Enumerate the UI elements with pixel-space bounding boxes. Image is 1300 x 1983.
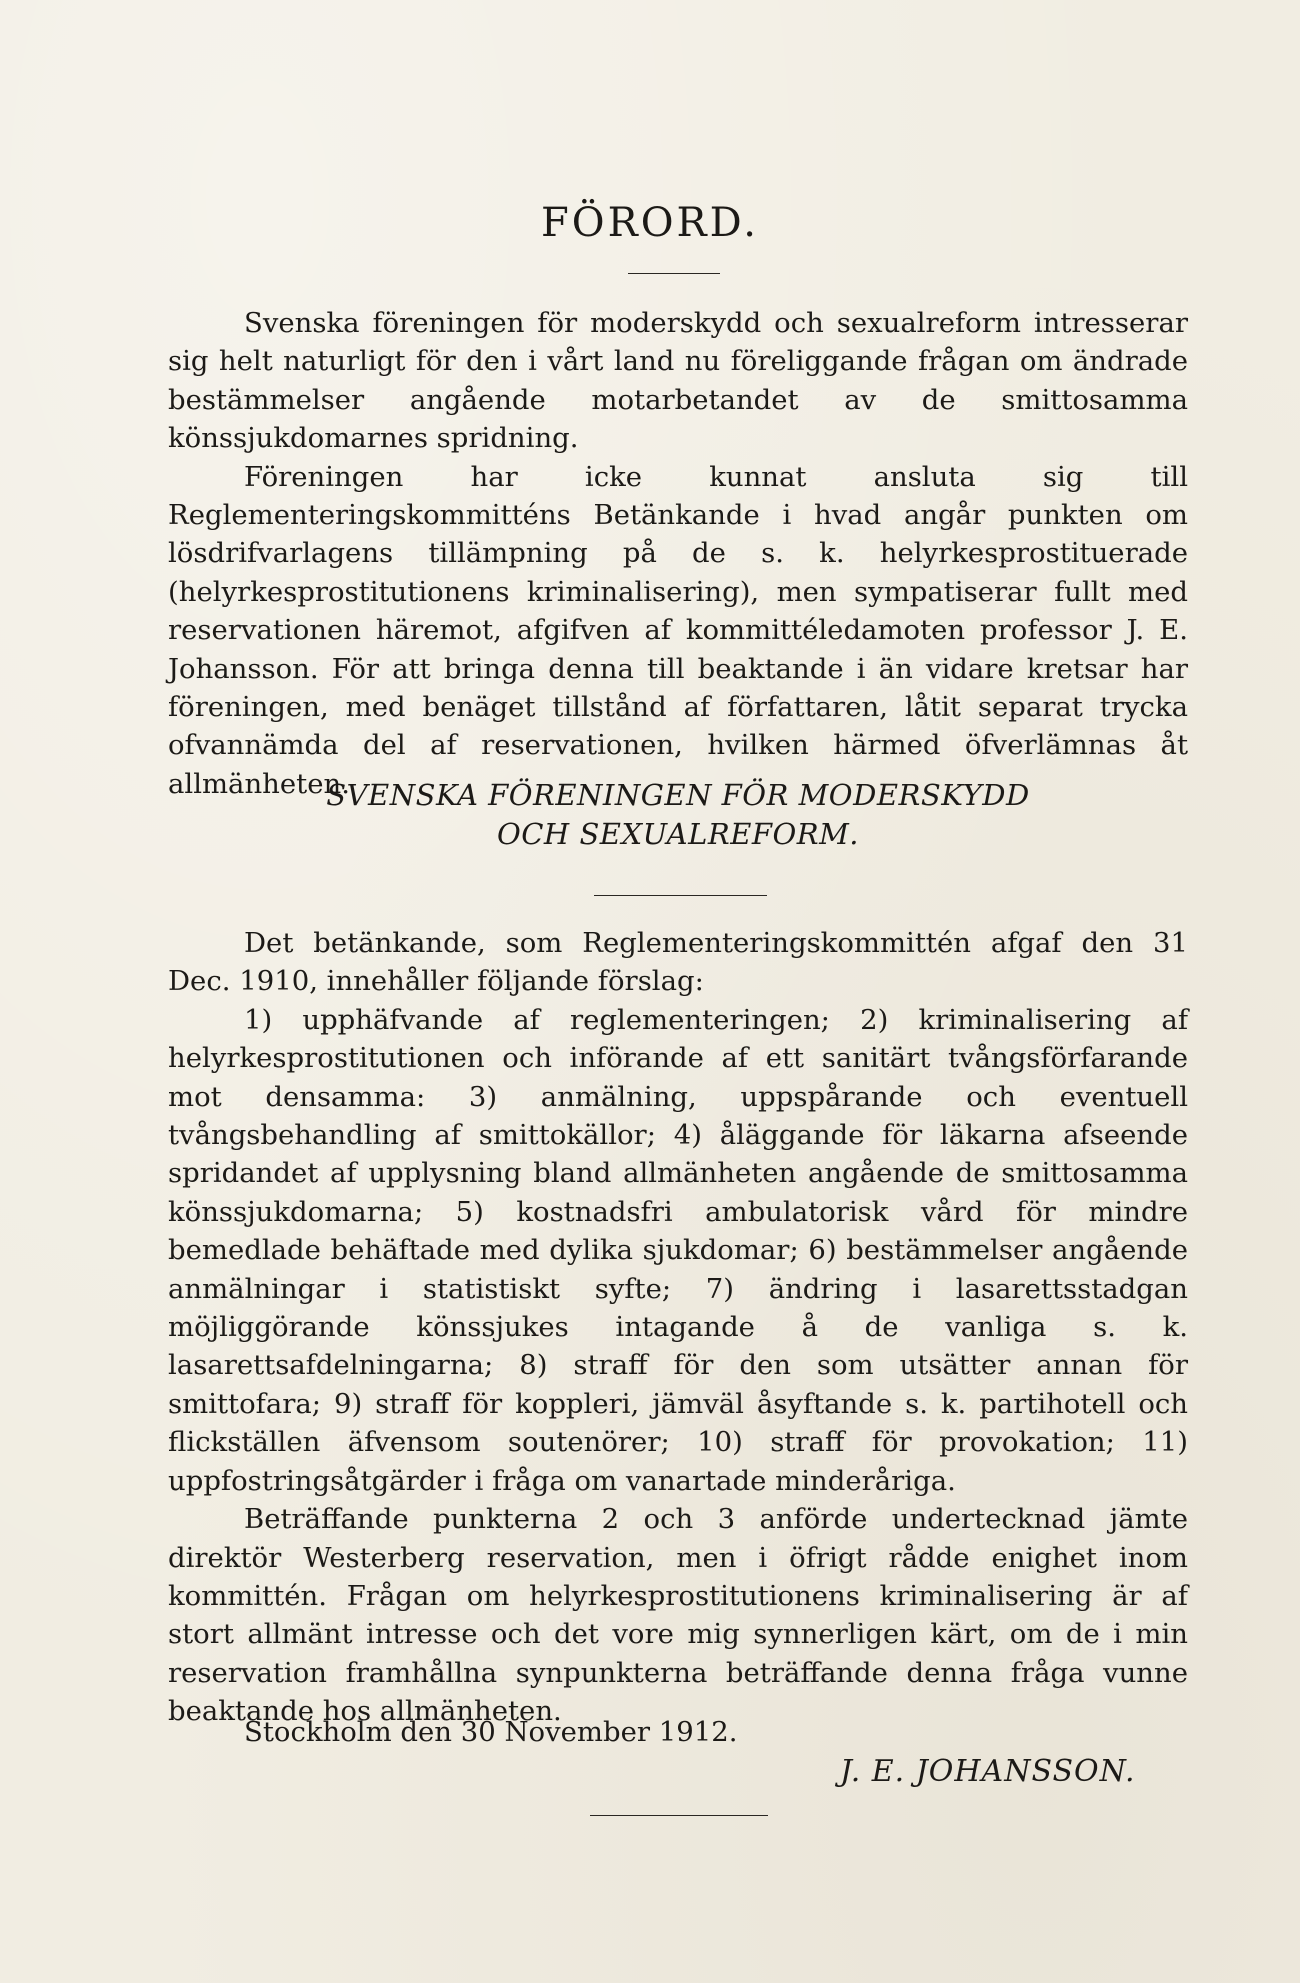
statement-text	[168, 924, 1188, 1731]
section-divider	[594, 895, 767, 896]
end-divider	[590, 1815, 768, 1816]
title-divider	[628, 273, 720, 274]
date-line: Stockholm den 30 November 1912.	[244, 1716, 738, 1748]
organization-signature-line-2: OCH SEXUALREFORM.	[496, 817, 860, 851]
foreword-paragraph-2: Föreningen har icke kunnat ansluta sig till Reglementeringskommitténs Betänkande i hvad angår punkten om lösdrifvarlagens tillämpning på de s. k. helyrkesprostituerade (helyrkesprostitutionens kriminalisering), men sympatiserar fullt med reservationen häremot, afgifven af kommittéledamoten professor J. E. Johansson. För att bringa denna till beaktande i än vidare kretsar har föreningen, med benäget tillstånd af författaren, låtit separat trycka ofvannämda del af reservationen, hvilken härmed öfverlämnas åt allmänheten.	[168, 460, 1188, 800]
foreword-text	[168, 304, 1188, 803]
organization-signature-line-1: SVENSKA FÖRENINGEN FÖR MODERSKYDD	[326, 778, 1030, 812]
statement-paragraph-2: 1) upphäfvande af reglementeringen; 2) kriminalisering af helyrkesprostitutionen och införande af ett sanitärt tvångsförfarande mot densamma: 3) anmälning, uppspårande och eventuell tvångsbehandling af smittokällor; 4) åläggande för läkarna afseende spridandet af upplysning bland allmänheten angående de smittosamma könssjukdomarna; 5) kostnadsfri ambulatorisk vård för mindre bemedlade behäftade med dylika sjukdomar; 6) bestämmelser angående anmälningar i statistiskt syfte; 7) ändring i lasarettsstadgan möjliggörande könssjukes intagande å de vanliga s. k. lasarettsafdelningarna; 8) straff för den som utsätter annan för smittofara; 9) straff för koppleri, jämväl åsyftande s. k. partihotell och flickställen äfvensom soutenörer; 10) straff för provokation; 11) uppfostringsåtgärder i fråga om vanartade minderåriga.	[168, 1003, 1188, 1497]
organization-signature	[168, 776, 1188, 854]
statement-paragraph-3: Beträffande punkterna 2 och 3 anförde undertecknad jämte direktör Westerberg reservation, men i öfrigt rådde enighet inom kommittén. Frågan om helyrkesprostitutionens kriminalisering är af stort allmänt intresse och det vore mig synnerligen kärt, om de i min reservation framhållna synpunkterna beträffande denna fråga vunne beaktande hos allmänheten.	[168, 1503, 1188, 1728]
author-signature: J. E. JOHANSSON.	[840, 1754, 1136, 1789]
statement-paragraph-1: Det betänkande, som Reglementeringskommittén afgaf den 31 Dec. 1910, innehåller följande förslag:	[168, 927, 1188, 998]
foreword-paragraph-1: Svenska föreningen för moderskydd och sexualreform intresserar sig helt naturligt för den i vårt land nu föreliggande frågan om ändrade bestämmelser angående motarbetandet av de smittosamma könssjukdomarnes spridning.	[168, 307, 1188, 455]
page-title: FÖRORD.	[541, 200, 759, 246]
